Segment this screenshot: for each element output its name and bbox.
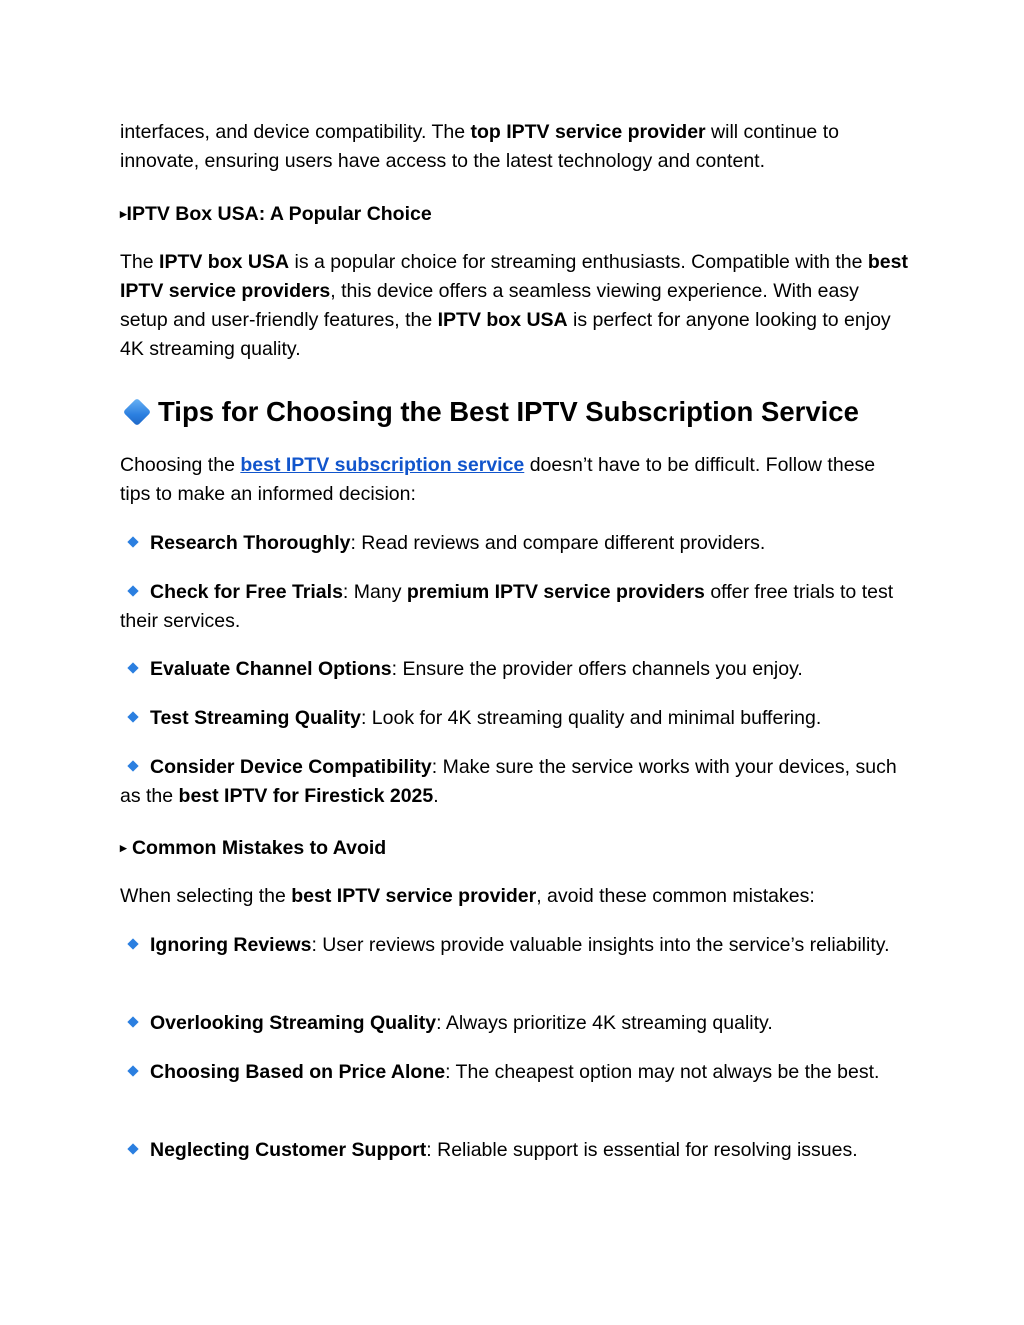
mistake-title: Overlooking Streaming Quality: [150, 1012, 437, 1034]
list-item: [120, 529, 910, 558]
when-bold: best IPTV service provider: [291, 885, 537, 907]
box-text-3: , this device offers a seamless viewing experience. With easy setup and user-friendly features, the: [120, 280, 859, 331]
mistake-text: : User reviews provide valuable insights into the service’s reliability.: [311, 934, 890, 956]
choose-text-2: doesn’t have to be difficult. Follow these tips to make an informed decision:: [120, 454, 876, 505]
tip-text: : Ensure the provider offers channels you enjoy.: [391, 658, 803, 680]
list-item: [120, 578, 910, 636]
mistake-title: Neglecting Customer Support: [150, 1139, 427, 1161]
iptv-box-heading: [120, 199, 432, 229]
tip-title: Research Thoroughly: [150, 532, 351, 554]
triangle-marker-icon: ▸: [120, 206, 127, 221]
mistake-text: : The cheapest option may not always be the best.: [445, 1061, 880, 1083]
box-text-4: is perfect for anyone looking to enjoy 4K streaming quality.: [120, 309, 891, 360]
iptv-box-paragraph: [120, 248, 910, 364]
tips-heading-text: Tips for Choosing the Best IPTV Subscription Service: [158, 396, 859, 427]
iptv-box-heading-text: IPTV Box USA: A Popular Choice: [126, 203, 432, 225]
tip-text: : Read reviews and compare different providers.: [350, 532, 766, 554]
tip-text: : Make sure the service works with your devices, such as the: [120, 756, 897, 807]
tip-text-2: .: [433, 785, 439, 807]
subscription-service-link[interactable]: best IPTV subscription service: [240, 454, 525, 476]
when-text-2: , avoid these common mistakes:: [536, 885, 815, 907]
list-item: [120, 704, 910, 733]
mistakes-heading-text: Common Mistakes to Avoid: [131, 837, 387, 859]
blue-diamond-bullet-icon: [127, 760, 138, 771]
tip-bold-inline: best IPTV for Firestick 2025: [178, 785, 434, 807]
blue-diamond-bullet-icon: [127, 711, 138, 722]
when-paragraph: [120, 882, 910, 911]
large-blue-diamond-icon: [124, 399, 150, 425]
box-bold-1: IPTV box USA: [159, 251, 290, 273]
blue-diamond-bullet-icon: [127, 1016, 138, 1027]
blue-diamond-bullet-icon: [127, 1143, 138, 1154]
tip-title: Check for Free Trials: [150, 581, 343, 603]
blue-diamond-bullet-icon: [127, 662, 138, 673]
box-bold-3: IPTV box USA: [437, 309, 568, 331]
blue-diamond-bullet-icon: [127, 938, 138, 949]
intro-bold: top IPTV service provider: [470, 121, 706, 143]
blue-diamond-bullet-icon: [127, 585, 138, 596]
triangle-marker-icon: ▸: [120, 840, 127, 855]
tip-text: : Look for 4K streaming quality and minimal buffering.: [360, 707, 822, 729]
tip-bold-inline: premium IPTV service providers: [406, 581, 705, 603]
when-text-1: When selecting the: [120, 885, 292, 907]
choose-paragraph: [120, 451, 910, 509]
mistakes-heading: [120, 833, 386, 863]
blue-diamond-bullet-icon: [127, 1065, 138, 1076]
box-text-1: The: [120, 251, 160, 273]
intro-paragraph: [120, 118, 910, 176]
tips-heading: [120, 392, 910, 432]
list-item: [120, 1009, 910, 1038]
tip-title: Consider Device Compatibility: [150, 756, 432, 778]
tip-text: : Many: [342, 581, 407, 603]
list-item: [120, 753, 910, 811]
list-item: [120, 1136, 910, 1165]
list-item: [120, 1058, 910, 1087]
choose-text-1: Choosing the: [120, 454, 241, 476]
list-item: [120, 931, 910, 960]
intro-text-2: will continue to innovate, ensuring users have access to the latest technology and content.: [120, 121, 839, 172]
box-bold-2: best IPTV service providers: [120, 251, 908, 302]
intro-text: interfaces, and device compatibility. The: [120, 121, 471, 143]
list-item: [120, 655, 910, 684]
tip-title: Evaluate Channel Options: [150, 658, 392, 680]
tip-title: Test Streaming Quality: [150, 707, 361, 729]
mistake-title: Ignoring Reviews: [150, 934, 312, 956]
blue-diamond-bullet-icon: [127, 536, 138, 547]
tip-text-2: offer free trials to test their services.: [120, 581, 894, 632]
mistake-title: Choosing Based on Price Alone: [150, 1061, 446, 1083]
mistake-text: : Reliable support is essential for resolving issues.: [426, 1139, 858, 1161]
mistake-text: : Always prioritize 4K streaming quality.: [436, 1012, 773, 1034]
box-text-2: is a popular choice for streaming enthusiasts. Compatible with the: [289, 251, 868, 273]
